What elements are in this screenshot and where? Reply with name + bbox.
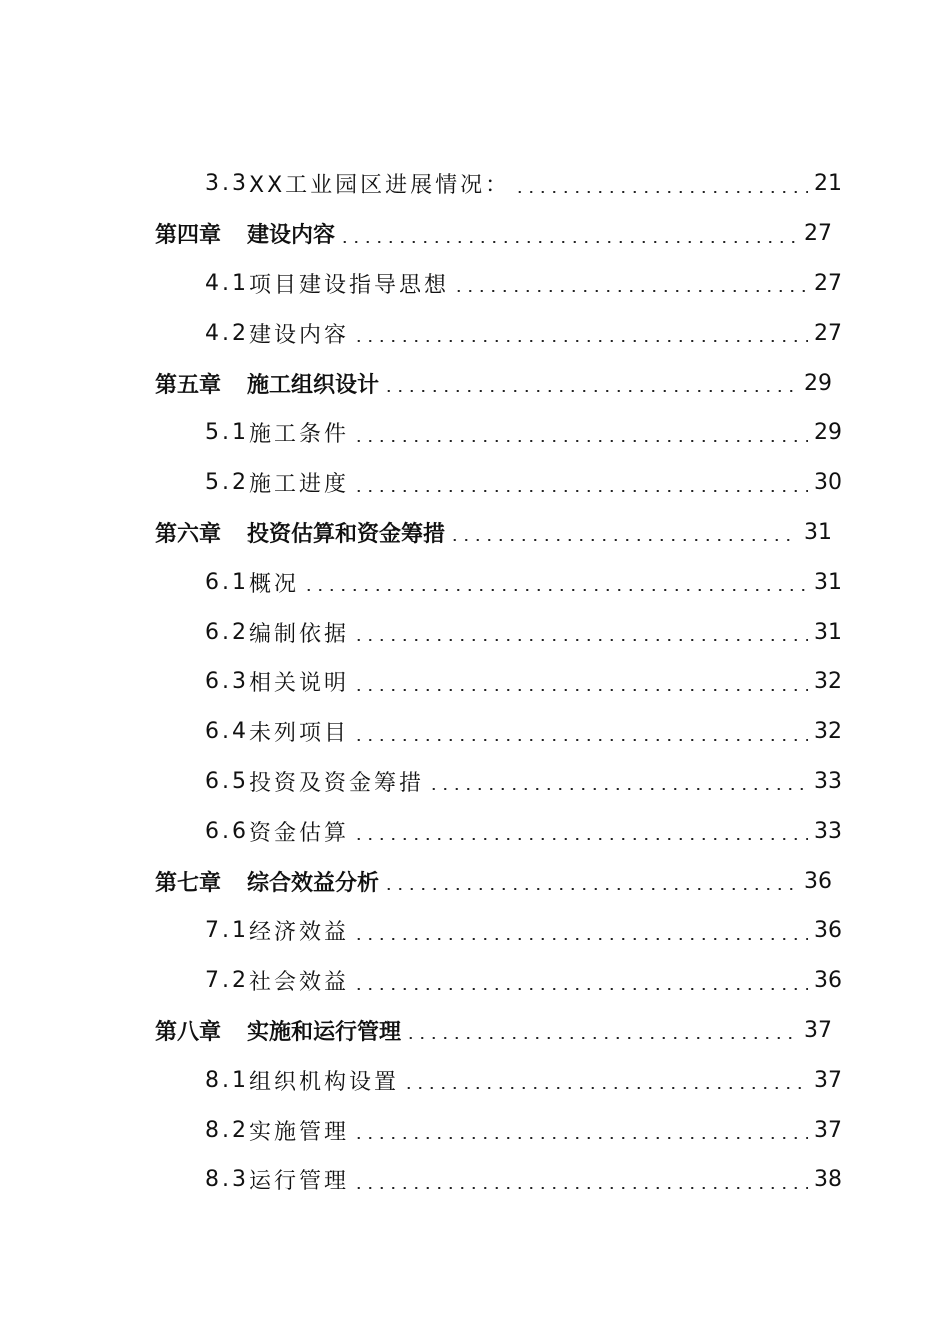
toc-dot-leader [383, 888, 798, 890]
toc-page-number: 31 [804, 519, 832, 545]
toc-page-number: 38 [814, 1167, 842, 1193]
toc-section-row[interactable] [0, 806, 950, 856]
toc-entry-title: 建设内容 [247, 223, 336, 249]
toc-entry-number: 第七章 [155, 870, 222, 896]
toc-section-row[interactable] [0, 408, 950, 458]
toc-chapter-row[interactable] [0, 358, 950, 408]
toc-entry-number: 6.1 [205, 569, 249, 595]
toc-dot-leader [353, 440, 808, 442]
toc-entry-number: 6.2 [205, 619, 249, 645]
toc-page-number: 27 [814, 320, 842, 346]
toc-page-number: 36 [814, 968, 842, 994]
toc-page-number: 31 [814, 569, 842, 595]
toc-page-number: 30 [814, 470, 842, 496]
toc-entry-number: 4.1 [205, 270, 249, 296]
toc-dot-leader [353, 988, 808, 990]
toc-entry-number: 8.3 [205, 1167, 249, 1193]
toc-chapter-row[interactable] [0, 209, 950, 259]
toc-entry-number: 第五章 [155, 372, 222, 398]
toc-entry-number: 4.2 [205, 320, 249, 346]
toc-dot-leader [353, 938, 808, 940]
toc-entry-title: 项目建设指导思想 [249, 272, 450, 298]
toc-dot-leader [353, 838, 808, 840]
toc-section-row[interactable] [0, 159, 950, 209]
toc-entry-title: 建设内容 [249, 322, 350, 348]
toc-chapter-row[interactable] [0, 856, 950, 906]
toc-dot-leader [353, 689, 808, 691]
toc-section-row[interactable] [0, 1105, 950, 1155]
toc-page-number: 32 [814, 719, 842, 745]
toc-page-number: 37 [804, 1017, 832, 1043]
toc-page-number: 33 [814, 818, 842, 844]
toc-section-row[interactable] [0, 757, 950, 807]
toc-entry-title: 未列项目 [249, 721, 350, 747]
toc-dot-leader [303, 589, 808, 591]
toc-entry-number: 3.3 [205, 171, 249, 197]
toc-page-number: 29 [814, 420, 842, 446]
toc-entry-title: 运行管理 [249, 1169, 350, 1195]
toc-section-row[interactable] [0, 956, 950, 1006]
toc-section-row[interactable] [0, 657, 950, 707]
toc-dot-leader [405, 1037, 798, 1039]
toc-entry-title: 投资及资金筹措 [249, 770, 425, 796]
toc-entry-title: 编制依据 [249, 621, 350, 647]
toc-entry-number: 7.1 [205, 918, 249, 944]
toc-entry-title: 经济效益 [249, 920, 350, 946]
toc-entry-title: XX工业园区进展情况： [249, 173, 511, 199]
toc-dot-leader [353, 1187, 808, 1189]
toc-entry-number: 6.3 [205, 669, 249, 695]
toc-chapter-row[interactable] [0, 508, 950, 558]
toc-page-number: 37 [814, 1117, 842, 1143]
toc-page-number: 36 [814, 918, 842, 944]
toc-entry-number: 7.2 [205, 968, 249, 994]
toc-entry-title: 相关说明 [249, 671, 350, 697]
toc-section-row[interactable] [0, 259, 950, 309]
toc-page-number: 36 [804, 868, 832, 894]
toc-entry-title: 社会效益 [249, 970, 350, 996]
toc-entry-number: 6.6 [205, 818, 249, 844]
toc-entry-number: 8.2 [205, 1117, 249, 1143]
toc-dot-leader [339, 241, 798, 243]
toc-section-row[interactable] [0, 607, 950, 657]
toc-page-number: 33 [814, 768, 842, 794]
toc-page-number: 31 [814, 619, 842, 645]
toc-dot-leader [353, 739, 808, 741]
toc-section-row[interactable] [0, 906, 950, 956]
toc-dot-leader [353, 639, 808, 641]
toc-section-row[interactable] [0, 1155, 950, 1205]
toc-entry-title: 概况 [249, 571, 300, 597]
toc-entry-title: 实施管理 [249, 1119, 350, 1145]
toc-entry-number: 第八章 [155, 1019, 222, 1045]
toc-section-row[interactable] [0, 557, 950, 607]
toc-dot-leader [453, 290, 808, 292]
toc-section-row[interactable] [0, 458, 950, 508]
toc-section-row[interactable] [0, 707, 950, 757]
toc-dot-leader [403, 1087, 808, 1089]
toc-entry-number: 6.4 [205, 719, 249, 745]
toc-dot-leader [383, 390, 798, 392]
toc-entry-number: 5.2 [205, 470, 249, 496]
table-of-contents [0, 159, 950, 1205]
toc-entry-title: 投资估算和资金筹措 [247, 521, 446, 547]
toc-entry-title: 施工进度 [249, 472, 350, 498]
toc-entry-title: 资金估算 [249, 820, 350, 846]
toc-dot-leader [353, 340, 808, 342]
toc-entry-title: 施工组织设计 [247, 372, 380, 398]
toc-entry-title: 组织机构设置 [249, 1069, 400, 1095]
toc-entry-number: 5.1 [205, 420, 249, 446]
toc-dot-leader [514, 191, 808, 193]
toc-entry-number: 第六章 [155, 521, 222, 547]
toc-entry-title: 综合效益分析 [247, 870, 380, 896]
toc-dot-leader [353, 1137, 808, 1139]
toc-page-number: 27 [804, 221, 832, 247]
toc-page-number: 37 [814, 1067, 842, 1093]
toc-entry-number: 第四章 [155, 223, 222, 249]
toc-dot-leader [353, 490, 808, 492]
toc-section-row[interactable] [0, 308, 950, 358]
toc-dot-leader [428, 788, 808, 790]
toc-page-number: 21 [814, 171, 842, 197]
toc-dot-leader [449, 539, 798, 541]
toc-section-row[interactable] [0, 1055, 950, 1105]
toc-page-number: 29 [804, 370, 832, 396]
toc-chapter-row[interactable] [0, 1006, 950, 1056]
toc-page-number: 32 [814, 669, 842, 695]
toc-entry-number: 6.5 [205, 768, 249, 794]
toc-page-number: 27 [814, 270, 842, 296]
toc-entry-number: 8.1 [205, 1067, 249, 1093]
toc-entry-title: 实施和运行管理 [247, 1019, 402, 1045]
toc-entry-title: 施工条件 [249, 422, 350, 448]
